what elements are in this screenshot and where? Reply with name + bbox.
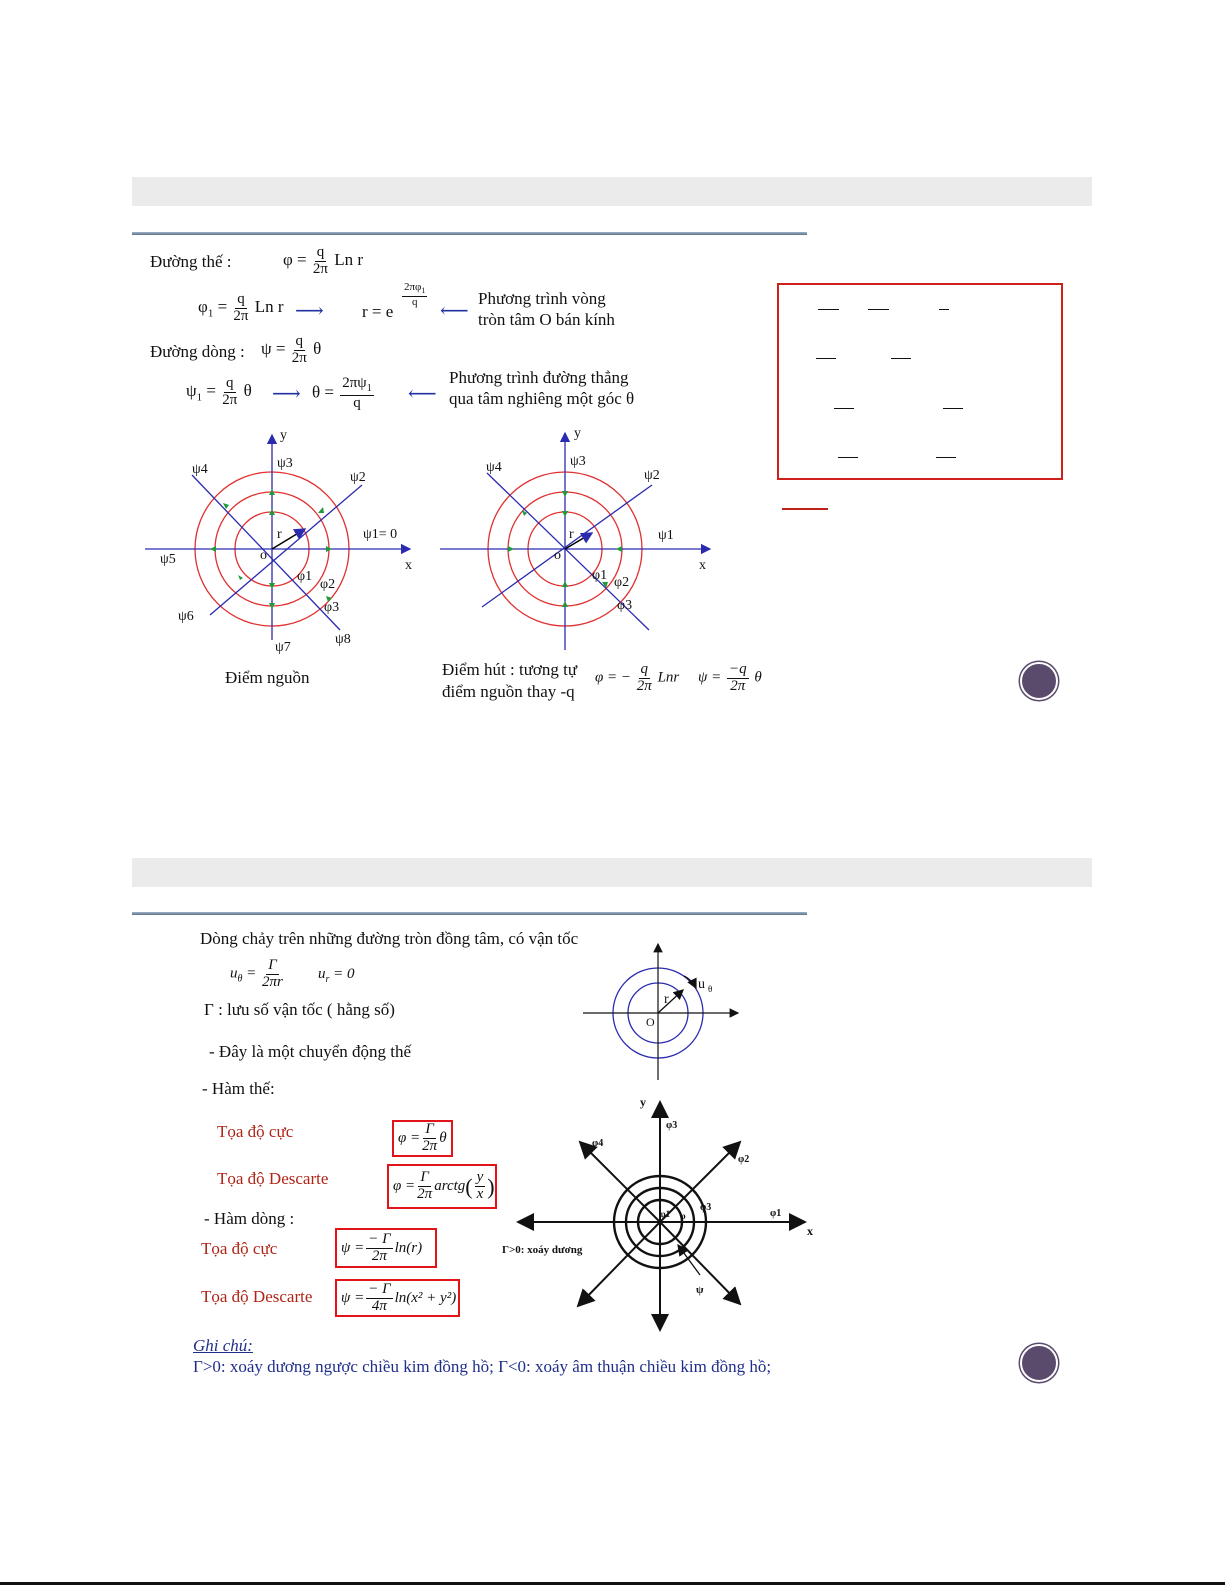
slide2-title-band xyxy=(132,858,1092,887)
arrow-right-icon: ⟶ xyxy=(272,383,301,405)
x-axis-label: x xyxy=(405,558,412,573)
svg-text:ψ1: ψ1 xyxy=(658,528,674,543)
svg-text:ψ2: ψ2 xyxy=(350,470,366,485)
y-axis-label: y xyxy=(280,428,287,443)
stream-equation: ψ = $\frac{q}{2\pi}$ θ xyxy=(261,333,322,366)
fraction-bar xyxy=(818,309,839,310)
svg-text:r: r xyxy=(569,527,574,542)
fraction-bar xyxy=(838,457,858,458)
svg-text:Γ>0: xoáy dương: Γ>0: xoáy dương xyxy=(502,1244,583,1256)
note-text: Γ>0: xoáy dương ngược chiều kim đồng hồ; Γ<0: xoáy âm thuận chiều kim đồng hồ; xyxy=(193,1357,772,1376)
formula-psi-cartesian: ψ = $\frac{- \Gamma}{4\pi}$ ln(x² + y²) xyxy=(335,1279,460,1317)
note-line-line1: Phương trình đường thẳng xyxy=(449,368,629,387)
polar-label-1: Tọa độ cực xyxy=(217,1122,294,1141)
note-circle-line2: tròn tâm O bán kính xyxy=(478,310,615,329)
fraction-bar xyxy=(834,408,854,409)
svg-text:o: o xyxy=(554,548,561,563)
note-circle-line1: Phương trình vòng xyxy=(478,289,606,308)
formula-psi-polar: ψ = $\frac{- \Gamma}{2\pi}$ ln(r) xyxy=(335,1228,437,1268)
svg-text:ψ6: ψ6 xyxy=(178,609,194,624)
svg-text:φ1: φ1 xyxy=(660,1209,671,1219)
cartesian-label-2: Tọa độ Descarte xyxy=(201,1287,313,1306)
svg-text:y: y xyxy=(574,426,581,441)
u-r-formula: $u_r = 0$ xyxy=(318,966,355,985)
fraction-bar xyxy=(868,309,889,310)
svg-text:φ1: φ1 xyxy=(592,568,608,583)
theta-equation: θ = $\frac{2\pi\psi_1}{q}$ xyxy=(312,375,372,411)
sink-diagram xyxy=(432,425,722,655)
page-badge-icon xyxy=(1020,662,1058,700)
radius-equation: r = e xyxy=(362,302,394,321)
svg-text:ψ3: ψ3 xyxy=(570,454,586,469)
caption-sink-line2: điểm nguồn thay -q xyxy=(442,682,575,701)
svg-text:ψ4: ψ4 xyxy=(192,462,208,477)
caption-source: Điểm nguồn xyxy=(225,668,310,687)
formula-box xyxy=(777,283,1063,480)
svg-text:φ2: φ2 xyxy=(738,1154,750,1165)
bullet-stream-function: - Hàm dòng : xyxy=(204,1209,295,1228)
fraction-bar xyxy=(816,358,836,359)
svg-text:φ4: φ4 xyxy=(592,1138,604,1149)
svg-text:φ2: φ2 xyxy=(614,575,630,590)
arrow-left-icon: ⟵ xyxy=(440,300,469,322)
origin-label: o xyxy=(260,548,267,563)
svg-text:φ: φ xyxy=(680,1211,686,1221)
page-badge-icon xyxy=(1020,1344,1058,1382)
svg-text:φ3: φ3 xyxy=(666,1120,678,1131)
psi1-equation: $\psi_1$ = $\frac{q}{2\pi}$ θ xyxy=(186,375,252,408)
fraction-bar xyxy=(943,408,963,409)
arrow-right-icon: ⟶ xyxy=(295,300,324,322)
fraction-bar xyxy=(936,457,956,458)
radius-exponent: $\frac{2\pi\varphi_1}{q}$ xyxy=(404,281,426,308)
svg-text:ψ8: ψ8 xyxy=(335,632,351,647)
bullet-potential-motion: - Đây là một chuyển động thế xyxy=(209,1042,412,1061)
fraction-bar xyxy=(891,358,911,359)
slide1-title-band xyxy=(132,177,1092,206)
caption-sink-line1: Điểm hút : tương tự xyxy=(442,660,578,679)
slide2-title-rule xyxy=(132,912,807,915)
phi1-equation: $\varphi_1$ = $\frac{q}{2\pi}$ Ln r xyxy=(198,291,284,324)
vortex-potential-diagram xyxy=(500,1090,825,1340)
svg-text:φ3: φ3 xyxy=(700,1202,712,1213)
potential-line-label: Đường thế : xyxy=(150,252,232,271)
radius-label: r xyxy=(277,527,282,542)
svg-text:φ3: φ3 xyxy=(324,600,340,615)
red-underline xyxy=(782,508,828,510)
svg-text:φ2: φ2 xyxy=(320,577,336,592)
note-line-line2: qua tâm nghiêng một góc θ xyxy=(449,389,635,408)
svg-text:φ3: φ3 xyxy=(617,598,633,613)
note-title: Ghi chú: xyxy=(193,1336,253,1355)
vortex-intro: Dòng chảy trên những đường tròn đồng tâm, có vận tốc xyxy=(200,929,579,948)
sink-phi-formula: φ = − $\frac{q}{2\pi}$ Lnr xyxy=(595,661,680,694)
svg-text:y: y xyxy=(640,1095,646,1109)
bullet-potential-function: - Hàm thế: xyxy=(202,1079,275,1098)
svg-text:x: x xyxy=(699,558,706,573)
formula-phi-cartesian: φ = $\frac{\Gamma}{2\pi}$ arctg ( $\frac{y}{x}$ ) xyxy=(387,1164,497,1209)
svg-text:ψ2: ψ2 xyxy=(644,468,660,483)
sink-psi-formula: ψ = $\frac{-q}{2\pi}$ θ xyxy=(698,661,762,694)
vortex-velocity-diagram xyxy=(580,940,750,1085)
svg-text:ψ3: ψ3 xyxy=(277,456,293,471)
gamma-note: Γ : lưu số vận tốc ( hằng số) xyxy=(204,1000,395,1019)
fraction-bar xyxy=(939,309,949,310)
polar-label-2: Tọa độ cực xyxy=(201,1239,278,1258)
svg-text:ψ4: ψ4 xyxy=(486,460,502,475)
svg-text:O: O xyxy=(646,1015,655,1029)
arrow-left-icon: ⟵ xyxy=(408,383,437,405)
svg-text:φ1: φ1 xyxy=(297,569,313,584)
svg-text:ψ: ψ xyxy=(696,1284,704,1296)
svg-text:x: x xyxy=(807,1224,813,1238)
source-diagram xyxy=(140,425,430,665)
potential-equation: φ = $\frac{q}{2\pi}$ Ln r xyxy=(283,244,364,277)
svg-text:u: u xyxy=(698,977,705,992)
u-theta-formula: $u_\theta$ = $\frac{\Gamma}{2\pi r}$ xyxy=(230,957,283,990)
svg-text:ψ5: ψ5 xyxy=(160,552,176,567)
svg-text:ψ1= 0: ψ1= 0 xyxy=(363,527,398,542)
formula-phi-polar: φ = $\frac{\Gamma}{2\pi}$ θ xyxy=(392,1120,453,1157)
svg-text:ψ7: ψ7 xyxy=(275,640,291,655)
cartesian-label-1: Tọa độ Descarte xyxy=(217,1169,329,1188)
slide1-title-rule xyxy=(132,232,807,235)
svg-text:φ1: φ1 xyxy=(770,1208,782,1219)
svg-text:r: r xyxy=(664,992,669,1007)
svg-text:θ: θ xyxy=(708,984,713,994)
streamline-label: Đường dòng : xyxy=(150,342,245,361)
